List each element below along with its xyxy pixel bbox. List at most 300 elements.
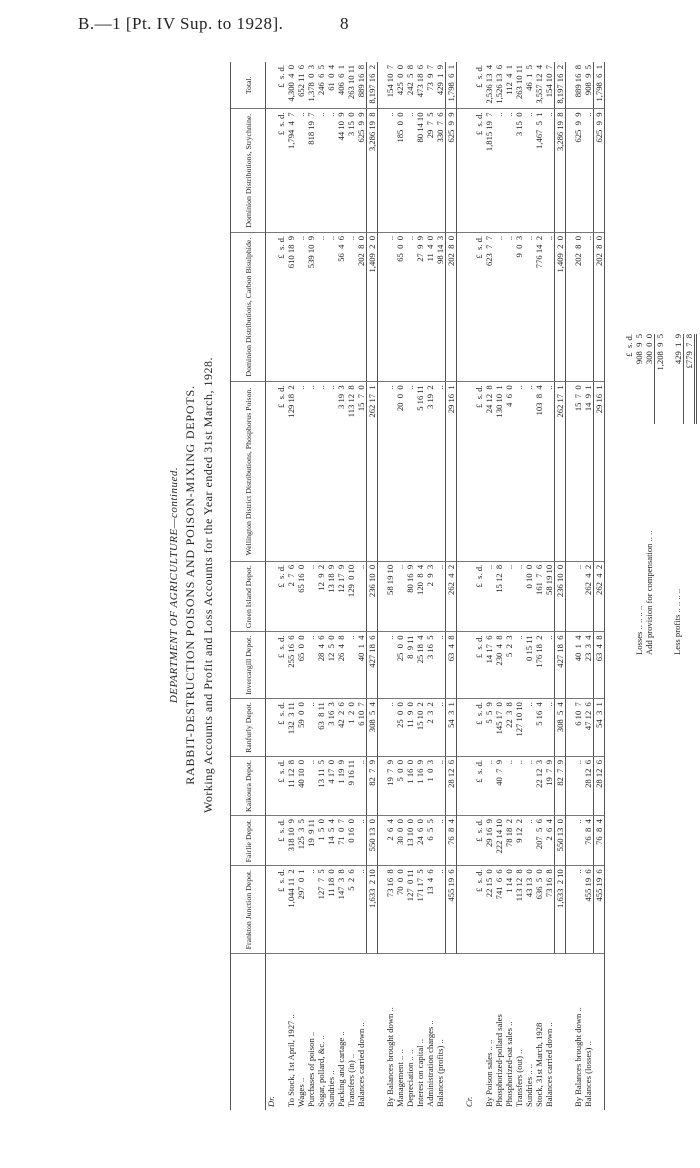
- table-row: [514, 62, 524, 1110]
- separator-cell: [457, 232, 465, 381]
- amount-cell: 5 16 11: [415, 382, 425, 562]
- amount-cell: ..: [316, 109, 326, 232]
- amount-cell: 625 9 9: [573, 109, 583, 232]
- blank-cell: [464, 756, 474, 815]
- amount-cell: ..: [435, 561, 446, 632]
- amount-cell: 27 9 9: [415, 232, 425, 381]
- amount-cell: 46 1 5: [524, 62, 534, 109]
- blank-cell: [266, 816, 277, 866]
- amount-cell: 71 0 7: [336, 816, 346, 866]
- amount-cell: 2 6 4: [385, 816, 395, 866]
- amount-cell: 5 5 9: [484, 699, 494, 757]
- amount-cell: 28 12 6: [583, 756, 594, 815]
- amount-cell: ..: [405, 109, 415, 232]
- amount-cell: 129 18 2: [286, 382, 296, 562]
- amount-cell: 145 17 0: [494, 699, 504, 757]
- pl-unit: £ s. d.: [624, 334, 634, 357]
- amount-cell: ..: [583, 109, 594, 232]
- amount-cell: ..: [504, 109, 514, 232]
- total-cell: 29 16 1: [446, 382, 457, 562]
- amount-cell: 47 12 6: [583, 699, 594, 757]
- blank-cell: [266, 232, 277, 381]
- rotated-page-content: [140, 60, 694, 1110]
- amount-cell: ..: [306, 382, 316, 562]
- separator-cell: [457, 62, 465, 109]
- amount-cell: 40 7 9: [494, 756, 504, 815]
- blank-cell: [266, 62, 277, 109]
- amount-cell: ..: [385, 382, 395, 562]
- column-header: Dominion Distributions, Carbon Bisulphide.: [231, 232, 266, 381]
- pl-label: [682, 445, 692, 655]
- unit-cell: £ s. d.: [474, 62, 484, 109]
- row-label: By Balances brought down ..: [385, 1007, 395, 1107]
- amount-cell: 202 8 0: [573, 232, 583, 381]
- amount-cell: ..: [524, 232, 534, 381]
- amount-cell: 25 0 0: [395, 699, 405, 757]
- amount-cell: 12 17 9: [336, 561, 346, 632]
- amount-cell: 2 7 6: [286, 561, 296, 632]
- amount-cell: 125 3 5: [296, 816, 306, 866]
- amount-cell: ..: [573, 756, 583, 815]
- row-label: Phosphorized-oat sales ..: [504, 1021, 514, 1107]
- amount-cell: 13 4 6: [425, 866, 435, 954]
- row-label: Balances (losses) ..: [583, 1041, 593, 1107]
- unit-cell: £ s. d.: [276, 816, 286, 866]
- amount-cell: 56 4 6: [336, 232, 346, 381]
- pl-spacer: [624, 445, 634, 655]
- amount-cell: ..: [435, 382, 446, 562]
- amount-cell: ..: [296, 382, 306, 562]
- separator-cell: [378, 109, 386, 232]
- amount-cell: ..: [514, 382, 524, 562]
- amount-cell: ..: [494, 232, 504, 381]
- amount-cell: 161 7 6: [534, 561, 544, 632]
- amount-cell: 113 12 8: [514, 866, 524, 954]
- row-label: Phosphorized-pollard sales: [494, 1014, 504, 1107]
- amount-cell: 889 16 8: [573, 62, 583, 109]
- separator-cell: [566, 699, 574, 757]
- amount-cell: ..: [385, 232, 395, 381]
- amount-cell: 625 9 9: [356, 109, 367, 232]
- total-cell: 1,798 6 1: [446, 62, 457, 109]
- amount-cell: 636 5 0: [534, 866, 544, 954]
- row-label: Balances (profits) ..: [435, 1039, 445, 1107]
- amount-cell: 19 9 11: [306, 816, 316, 866]
- amount-cell: ..: [306, 699, 316, 757]
- amount-cell: 70 0 0: [395, 866, 405, 954]
- totals-row: [446, 62, 457, 1110]
- amount-cell: 262 4 2: [583, 561, 594, 632]
- pl-value: 300 0 0: [644, 334, 654, 365]
- amount-cell: ..: [356, 866, 367, 954]
- row-label: Wages ..: [296, 1077, 306, 1107]
- amount-cell: 230 4 8: [494, 632, 504, 699]
- unit-cell: £ s. d.: [474, 816, 484, 866]
- unit-cell: £ s. d.: [276, 62, 286, 109]
- table-row: [494, 62, 504, 1110]
- amount-cell: 5 0 0: [395, 756, 405, 815]
- amount-cell: ..: [306, 756, 316, 815]
- total-cell: 427 18 6: [555, 632, 566, 699]
- amount-cell: 5 16 4: [534, 699, 544, 757]
- amount-cell: 14 5 4: [326, 816, 336, 866]
- amount-cell: 473 18 6: [415, 62, 425, 109]
- amount-cell: 185 0 0: [395, 109, 405, 232]
- amount-cell: 1,378 0 3: [306, 62, 316, 109]
- amount-cell: 255 16 6: [286, 632, 296, 699]
- separator-cell: [378, 632, 386, 699]
- amount-cell: 147 3 8: [336, 866, 346, 954]
- table-row: [415, 62, 425, 1110]
- amount-cell: 24 6 0: [415, 816, 425, 866]
- totals-label: [367, 954, 378, 1111]
- amount-cell: ..: [544, 109, 555, 232]
- table-row: [573, 62, 583, 1110]
- amount-cell: 2 6 4: [544, 816, 555, 866]
- row-label: Transfers (out) ..: [514, 1049, 524, 1107]
- amount-cell: 908 9 5: [583, 62, 594, 109]
- totals-row: [367, 62, 378, 1110]
- accounts-table: [230, 62, 605, 1110]
- amount-cell: 127 0 11: [405, 866, 415, 954]
- table-row: [425, 62, 435, 1110]
- amount-cell: 154 10 7: [385, 62, 395, 109]
- amount-cell: ..: [544, 632, 555, 699]
- separator-cell: [378, 699, 386, 757]
- amount-cell: 429 1 9: [435, 62, 446, 109]
- amount-cell: ..: [524, 816, 534, 866]
- amount-cell: 2 3 2: [425, 699, 435, 757]
- amount-cell: 1 0 3: [425, 756, 435, 815]
- amount-cell: ..: [494, 109, 504, 232]
- amount-cell: ..: [504, 756, 514, 815]
- blank-cell: [464, 866, 474, 954]
- amount-cell: 246 6 5: [316, 62, 326, 109]
- amount-cell: ..: [356, 816, 367, 866]
- total-cell: 1,798 6 1: [594, 62, 605, 109]
- amount-cell: 24 12 8: [484, 382, 494, 562]
- amount-cell: 14 9 1: [583, 382, 594, 562]
- amount-cell: 40 1 4: [356, 632, 367, 699]
- table-row: [336, 62, 346, 1110]
- unit-cell: £ s. d.: [276, 699, 286, 757]
- total-cell: 262 17 1: [555, 382, 566, 562]
- total-cell: 82 7 9: [555, 756, 566, 815]
- amount-cell: 58 19 10: [544, 561, 555, 632]
- amount-cell: 222 14 10: [494, 816, 504, 866]
- amount-cell: 1,815 19 7: [484, 109, 494, 232]
- amount-cell: 15 7 0: [573, 382, 583, 562]
- blank-cell: [464, 816, 474, 866]
- separator-cell: [457, 954, 465, 1111]
- separator-cell: [378, 954, 386, 1111]
- table-row: [306, 62, 316, 1110]
- amount-cell: 22 3 8: [504, 699, 514, 757]
- table-row: [534, 62, 544, 1110]
- amount-cell: 73 16 8: [385, 866, 395, 954]
- amount-cell: ..: [306, 561, 316, 632]
- blank-cell: [464, 232, 474, 381]
- total-cell: 236 10 0: [367, 561, 378, 632]
- amount-cell: ..: [405, 382, 415, 562]
- amount-cell: 29 7 5: [425, 109, 435, 232]
- total-cell: 427 18 6: [367, 632, 378, 699]
- amount-cell: 23 3 4: [583, 632, 594, 699]
- blank-cell: [266, 561, 277, 632]
- amount-cell: ..: [583, 232, 594, 381]
- amount-cell: 42 2 6: [336, 699, 346, 757]
- amount-cell: 19 7 9: [385, 756, 395, 815]
- total-cell: 1,409 2 0: [555, 232, 566, 381]
- amount-cell: 15 12 8: [494, 561, 504, 632]
- separator-cell: [457, 756, 465, 815]
- pl-value: 908 9 5: [634, 334, 644, 365]
- blank-cell: [464, 561, 474, 632]
- amount-cell: 652 11 6: [296, 62, 306, 109]
- unit-cell: £ s. d.: [276, 756, 286, 815]
- totals-row: [555, 62, 566, 1110]
- amount-cell: ..: [435, 816, 446, 866]
- total-cell: 3,286 19 8: [555, 109, 566, 232]
- amount-cell: ..: [484, 561, 494, 632]
- pl-value: 429 1 9: [673, 334, 683, 365]
- totals-row: [594, 62, 605, 1110]
- unit-cell: £ s. d.: [474, 232, 484, 381]
- amount-cell: 12 5 0: [326, 632, 336, 699]
- amount-cell: ..: [514, 561, 524, 632]
- titles-block: [140, 60, 216, 1110]
- total-cell: 28 12 6: [594, 756, 605, 815]
- row-label: Sundries ..: [326, 1070, 336, 1107]
- total-cell: 202 8 0: [446, 232, 457, 381]
- amount-cell: 3 16 5: [425, 632, 435, 699]
- row-label: By Poison sales .. ..: [484, 1039, 494, 1107]
- amount-cell: ..: [504, 232, 514, 381]
- total-cell: 54 3 1: [594, 699, 605, 757]
- blank-cell: [266, 382, 277, 562]
- amount-cell: 20 0 0: [395, 382, 405, 562]
- amount-cell: 112 4 1: [504, 62, 514, 109]
- table-row: [385, 62, 395, 1110]
- total-cell: 236 10 0: [555, 561, 566, 632]
- blank-cell: [266, 632, 277, 699]
- unit-cell: £ s. d.: [276, 632, 286, 699]
- blank-cell: [464, 109, 474, 232]
- amount-cell: ..: [385, 632, 395, 699]
- amount-cell: 19 7 9: [544, 756, 555, 815]
- table-row: [316, 62, 326, 1110]
- column-header: Invercargill Depot.: [231, 632, 266, 699]
- amount-cell: ..: [356, 756, 367, 815]
- amount-cell: 3 15 0: [346, 109, 356, 232]
- amount-cell: 2,536 13 4: [484, 62, 494, 109]
- amount-cell: 776 14 2: [534, 232, 544, 381]
- separator-cell: [457, 816, 465, 866]
- amount-cell: 132 3 11: [286, 699, 296, 757]
- amount-cell: ..: [514, 632, 524, 699]
- amount-cell: 15 7 0: [356, 382, 367, 562]
- blank-cell: [464, 632, 474, 699]
- separator-cell: [457, 866, 465, 954]
- amount-cell: ..: [326, 232, 336, 381]
- amount-cell: 3 16 3: [326, 699, 336, 757]
- amount-cell: 120 8 4: [415, 561, 425, 632]
- total-cell: 1,633 2 10: [367, 866, 378, 954]
- amount-cell: 202 8 0: [356, 232, 367, 381]
- amount-cell: 65 0 0: [296, 632, 306, 699]
- amount-cell: 22 15 0: [484, 866, 494, 954]
- profit-loss-labels: [624, 445, 692, 655]
- amount-cell: 889 16 8: [356, 62, 367, 109]
- amount-cell: 1,794 4 7: [286, 109, 296, 232]
- amount-cell: ..: [316, 232, 326, 381]
- amount-cell: 8 9 11: [405, 632, 415, 699]
- amount-cell: ..: [544, 382, 555, 562]
- amount-cell: 15 10 2: [415, 699, 425, 757]
- amount-cell: 4 17 0: [326, 756, 336, 815]
- row-label: Balances carried down ..: [544, 1022, 554, 1107]
- amount-cell: 11 9 0: [405, 699, 415, 757]
- amount-cell: ..: [573, 561, 583, 632]
- page-number: 8: [340, 14, 349, 33]
- amount-cell: 44 10 9: [336, 109, 346, 232]
- table-row: [524, 62, 534, 1110]
- amount-cell: 1 14 0: [504, 866, 514, 954]
- table-row: [583, 62, 594, 1110]
- separator-row: [566, 62, 574, 1110]
- unit-cell: £ s. d.: [474, 632, 484, 699]
- amount-cell: ..: [504, 561, 514, 632]
- amount-cell: 455 19 6: [583, 866, 594, 954]
- amount-cell: 3 19 2: [425, 382, 435, 562]
- row-label: Sugar, pollard, &c. ..: [316, 1035, 326, 1107]
- total-cell: 3,286 19 8: [367, 109, 378, 232]
- amount-cell: 127 10 10: [514, 699, 524, 757]
- amount-cell: 30 0 0: [395, 816, 405, 866]
- row-label: Depreciation .. ..: [405, 1049, 415, 1107]
- amount-cell: 2 9 3: [425, 561, 435, 632]
- amount-cell: 3 15 0: [514, 109, 524, 232]
- amount-cell: 40 10 0: [296, 756, 306, 815]
- amount-cell: ..: [435, 756, 446, 815]
- total-cell: 455 19 6: [594, 866, 605, 954]
- amount-cell: 78 18 2: [504, 816, 514, 866]
- row-label: Interest on capital ..: [415, 1038, 425, 1107]
- unit-cell: £ s. d.: [276, 561, 286, 632]
- amount-cell: ..: [356, 561, 367, 632]
- unit-cell: £ s. d.: [474, 561, 484, 632]
- profit-loss-values: [624, 334, 697, 424]
- amount-cell: 3,557 12 4: [534, 62, 544, 109]
- amount-cell: 14 17 6: [484, 632, 494, 699]
- total-cell: 262 17 1: [367, 382, 378, 562]
- separator-cell: [566, 232, 574, 381]
- amount-cell: 263 10 11: [514, 62, 524, 109]
- separator-cell: [566, 756, 574, 815]
- amount-cell: 0 15 11: [524, 632, 534, 699]
- amount-cell: 11 4 0: [425, 232, 435, 381]
- table-row: [395, 62, 405, 1110]
- total-cell: 625 9 9: [594, 109, 605, 232]
- amount-cell: 1 19 9: [336, 756, 346, 815]
- separator-row: [457, 62, 465, 1110]
- unit-row: [276, 62, 286, 1110]
- amount-cell: 129 0 10: [346, 561, 356, 632]
- amount-cell: 0 10 0: [524, 561, 534, 632]
- amount-cell: 406 6 1: [336, 62, 346, 109]
- section-subheading: Working Accounts and Profit and Loss Accounts for the Year ended 31st March, 1928.: [201, 357, 215, 813]
- amount-cell: ..: [435, 699, 446, 757]
- section-heading: RABBIT-DESTRUCTION POISONS AND POISON-MIXING DEPOTS.: [183, 385, 197, 785]
- amount-cell: ..: [524, 109, 534, 232]
- amount-cell: 318 10 9: [286, 816, 296, 866]
- side-label: Cr.: [464, 1096, 474, 1107]
- amount-cell: ..: [435, 866, 446, 954]
- amount-cell: 818 19 7: [306, 109, 316, 232]
- total-cell: 63 4 8: [594, 632, 605, 699]
- pl-label: Add provision for compensation .. ..: [644, 530, 654, 655]
- amount-cell: 80 16 9: [405, 561, 415, 632]
- amount-cell: ..: [435, 632, 446, 699]
- table-row: [544, 62, 555, 1110]
- amount-cell: ..: [573, 816, 583, 866]
- total-cell: 29 16 1: [594, 382, 605, 562]
- amount-cell: 330 7 6: [435, 109, 446, 232]
- amount-cell: 59 0 0: [296, 699, 306, 757]
- pl-label: [654, 445, 664, 655]
- amount-cell: 1 16 9: [415, 756, 425, 815]
- separator-cell: [457, 109, 465, 232]
- blank-cell: [266, 756, 277, 815]
- separator-cell: [457, 382, 465, 562]
- row-label: Packing and cartage ..: [336, 1031, 346, 1107]
- blank-cell: [266, 699, 277, 757]
- table-row: [504, 62, 514, 1110]
- amount-cell: 539 10 9: [306, 232, 316, 381]
- table-row: [484, 62, 494, 1110]
- amount-cell: 6 10 7: [356, 699, 367, 757]
- amount-cell: 176 18 2: [534, 632, 544, 699]
- amount-cell: 610 18 9: [286, 232, 296, 381]
- amount-cell: 98 14 3: [435, 232, 446, 381]
- amount-cell: 28 4 6: [316, 632, 326, 699]
- row-label: By Balances brought down ..: [573, 1007, 583, 1107]
- row-label: Transfers (in) ..: [346, 1053, 356, 1107]
- blank-cell: [266, 109, 277, 232]
- department-title: DEPARTMENT OF AGRICULTURE—continued.: [168, 466, 180, 704]
- amount-cell: 65 16 0: [296, 561, 306, 632]
- amount-cell: 6 5 5: [425, 816, 435, 866]
- pl-label: Losses .. .. .. ..: [634, 605, 644, 655]
- column-header-particulars: [231, 954, 266, 1111]
- separator-cell: [378, 866, 386, 954]
- amount-cell: 5 2 6: [346, 866, 356, 954]
- total-cell: 8,197 16 2: [367, 62, 378, 109]
- column-header: Ranfurly Depot.: [231, 699, 266, 757]
- amount-cell: 113 12 8: [346, 382, 356, 562]
- amount-cell: ..: [346, 232, 356, 381]
- amount-cell: ..: [385, 699, 395, 757]
- unit-label-cell: [474, 954, 484, 1111]
- amount-cell: ..: [514, 756, 524, 815]
- separator-cell: [457, 632, 465, 699]
- totals-label: [555, 954, 566, 1111]
- row-label: Management .. ..: [395, 1049, 405, 1107]
- row-label: Administration charges ..: [425, 1020, 435, 1107]
- blank-cell: [464, 699, 474, 757]
- row-label: Balances carried down ..: [356, 1022, 366, 1107]
- unit-cell: £ s. d.: [276, 866, 286, 954]
